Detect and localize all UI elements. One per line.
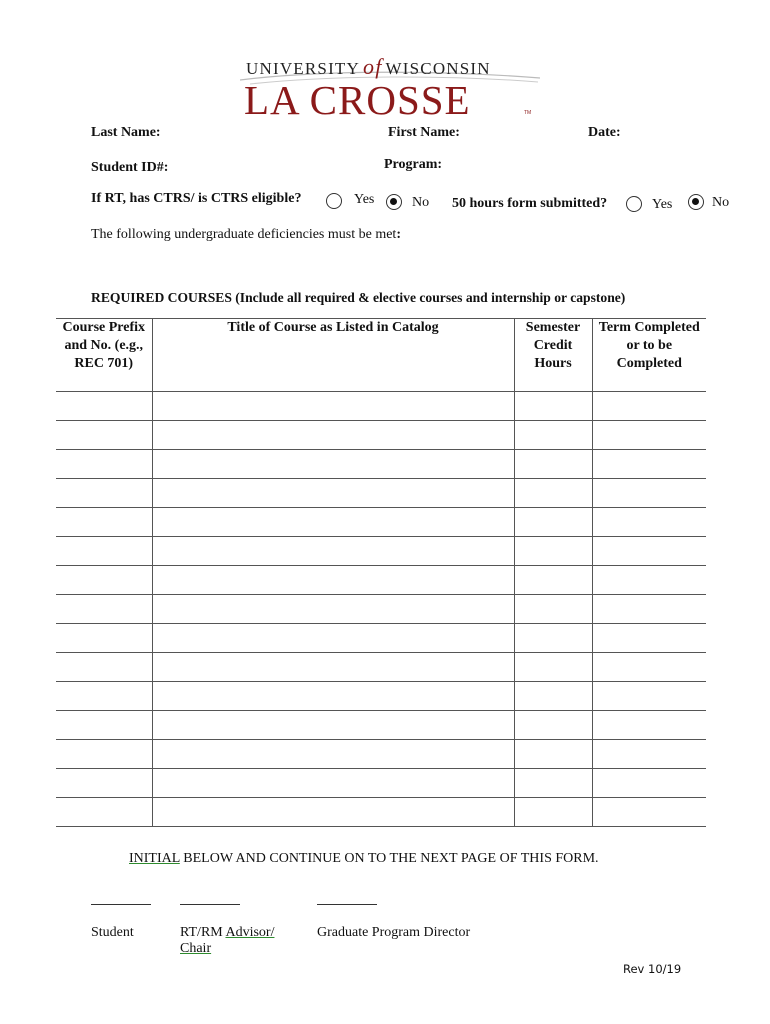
rt-yes-radio[interactable] [326,193,342,209]
course-title-cell[interactable] [152,479,514,508]
student-id-label: Student ID#: [91,160,169,175]
course-prefix-cell[interactable] [56,450,152,479]
term-cell[interactable] [592,798,706,827]
term-cell[interactable] [592,769,706,798]
term-cell[interactable] [592,682,706,711]
term-cell[interactable] [592,450,706,479]
course-title-cell[interactable] [152,537,514,566]
credit-hours-cell[interactable] [514,566,592,595]
course-prefix-cell[interactable] [56,566,152,595]
rt-yes-label: Yes [354,192,375,207]
term-cell[interactable] [592,624,706,653]
credit-hours-cell[interactable] [514,624,592,653]
table-row [56,653,706,682]
term-cell[interactable] [592,711,706,740]
table-row [56,479,706,508]
table-row [56,711,706,740]
advisor-label-chair: Chair [180,941,212,956]
course-prefix-cell[interactable] [56,479,152,508]
deficiencies-colon: : [396,227,401,242]
rt-no-radio[interactable] [386,194,402,210]
course-prefix-cell[interactable] [56,421,152,450]
hours-form-question: 50 hours form submitted? [452,196,608,211]
term-cell[interactable] [592,537,706,566]
term-cell[interactable] [592,740,706,769]
table-body [56,392,706,827]
instruction-initial: INITIAL [129,851,180,866]
term-cell[interactable] [592,508,706,537]
credit-hours-cell[interactable] [514,798,592,827]
credit-hours-cell[interactable] [514,711,592,740]
course-prefix-cell[interactable] [56,508,152,537]
continue-instruction [129,851,599,867]
course-title-cell[interactable] [152,392,514,421]
header-credit-hours: Semester Credit Hours [514,319,592,392]
course-title-cell[interactable] [152,711,514,740]
term-cell[interactable] [592,421,706,450]
credit-hours-cell[interactable] [514,479,592,508]
table-row [56,798,706,827]
table-row [56,450,706,479]
table-row [56,537,706,566]
advisor-initial-line[interactable] [180,904,240,905]
credit-hours-cell[interactable] [514,508,592,537]
table-row [56,421,706,450]
course-title-cell[interactable] [152,508,514,537]
term-cell[interactable] [592,479,706,508]
table-row [56,624,706,653]
credit-hours-cell[interactable] [514,769,592,798]
course-prefix-cell[interactable] [56,537,152,566]
header-term: Term Completed or to be Completed [598,320,700,371]
table-row [56,769,706,798]
rt-no-label: No [412,195,430,210]
table-row [56,508,706,537]
credit-hours-cell[interactable] [514,595,592,624]
student-initial-line[interactable] [91,904,151,905]
logo-of: of [363,54,383,79]
course-title-cell[interactable] [152,798,514,827]
university-logo [240,52,540,122]
course-prefix-cell[interactable] [56,392,152,421]
table-row [56,392,706,421]
credit-hours-cell[interactable] [514,682,592,711]
hours-no-label: No [712,195,730,210]
director-signature-label: Graduate Program Director [317,925,471,940]
term-cell[interactable] [592,392,706,421]
course-title-cell[interactable] [152,653,514,682]
course-prefix-cell[interactable] [56,740,152,769]
course-title-cell[interactable] [152,682,514,711]
term-cell[interactable] [592,595,706,624]
course-prefix-cell[interactable] [56,595,152,624]
course-title-cell[interactable] [152,450,514,479]
logo-trademark: TM [524,110,532,116]
course-title-cell[interactable] [152,421,514,450]
course-title-cell[interactable] [152,595,514,624]
course-prefix-cell[interactable] [56,711,152,740]
deficiencies-sentence: The following undergraduate deficiencies must be met [91,227,397,242]
credit-hours-cell[interactable] [514,392,592,421]
header-course-title: Title of Course as Listed in Catalog [152,319,514,392]
header-course-prefix: Course Prefix and No. (e.g., REC 701) [56,319,152,392]
course-prefix-cell[interactable] [56,653,152,682]
logo-la-crosse: LA CROSSE [244,77,471,123]
student-signature-label: Student [91,925,134,940]
deficiencies-text [91,227,401,243]
course-title-cell[interactable] [152,740,514,769]
term-cell[interactable] [592,653,706,682]
hours-yes-radio[interactable] [626,196,642,212]
logo-university: UNIVERSITY [246,59,360,78]
advisor-signature-label [180,925,274,957]
credit-hours-cell[interactable] [514,537,592,566]
credit-hours-cell[interactable] [514,421,592,450]
course-title-cell[interactable] [152,624,514,653]
table-row [56,682,706,711]
course-prefix-cell[interactable] [56,624,152,653]
logo-wisconsin: WISCONSIN [385,59,491,78]
instruction-rest: BELOW AND CONTINUE ON TO THE NEXT PAGE OF THIS FORM. [179,851,599,866]
hours-no-radio[interactable] [688,194,704,210]
course-prefix-cell[interactable] [56,769,152,798]
course-title-cell[interactable] [152,769,514,798]
credit-hours-cell[interactable] [514,450,592,479]
credit-hours-cell[interactable] [514,653,592,682]
required-courses-heading: REQUIRED COURSES (Include all required & elective courses and internship or capstone) [91,290,626,305]
course-title-cell[interactable] [152,566,514,595]
table-header-row [56,319,706,392]
table-row [56,566,706,595]
term-cell[interactable] [592,566,706,595]
last-name-label: Last Name: [91,125,161,140]
program-label: Program: [384,157,443,172]
date-label: Date: [588,125,621,140]
table-row [56,595,706,624]
rt-ctrs-question: If RT, has CTRS/ is CTRS eligible? [91,191,302,206]
hours-yes-label: Yes [652,197,673,212]
credit-hours-cell[interactable] [514,740,592,769]
course-prefix-cell[interactable] [56,798,152,827]
table-row [56,740,706,769]
first-name-label: First Name: [388,125,460,140]
director-initial-line[interactable] [317,904,377,905]
revision-label: Rev 10/19 [623,962,682,976]
advisor-label-advisor: Advisor/ [225,925,275,940]
required-courses-table [56,318,706,827]
advisor-label-rtrm: RT/RM [180,925,223,940]
course-prefix-cell[interactable] [56,682,152,711]
